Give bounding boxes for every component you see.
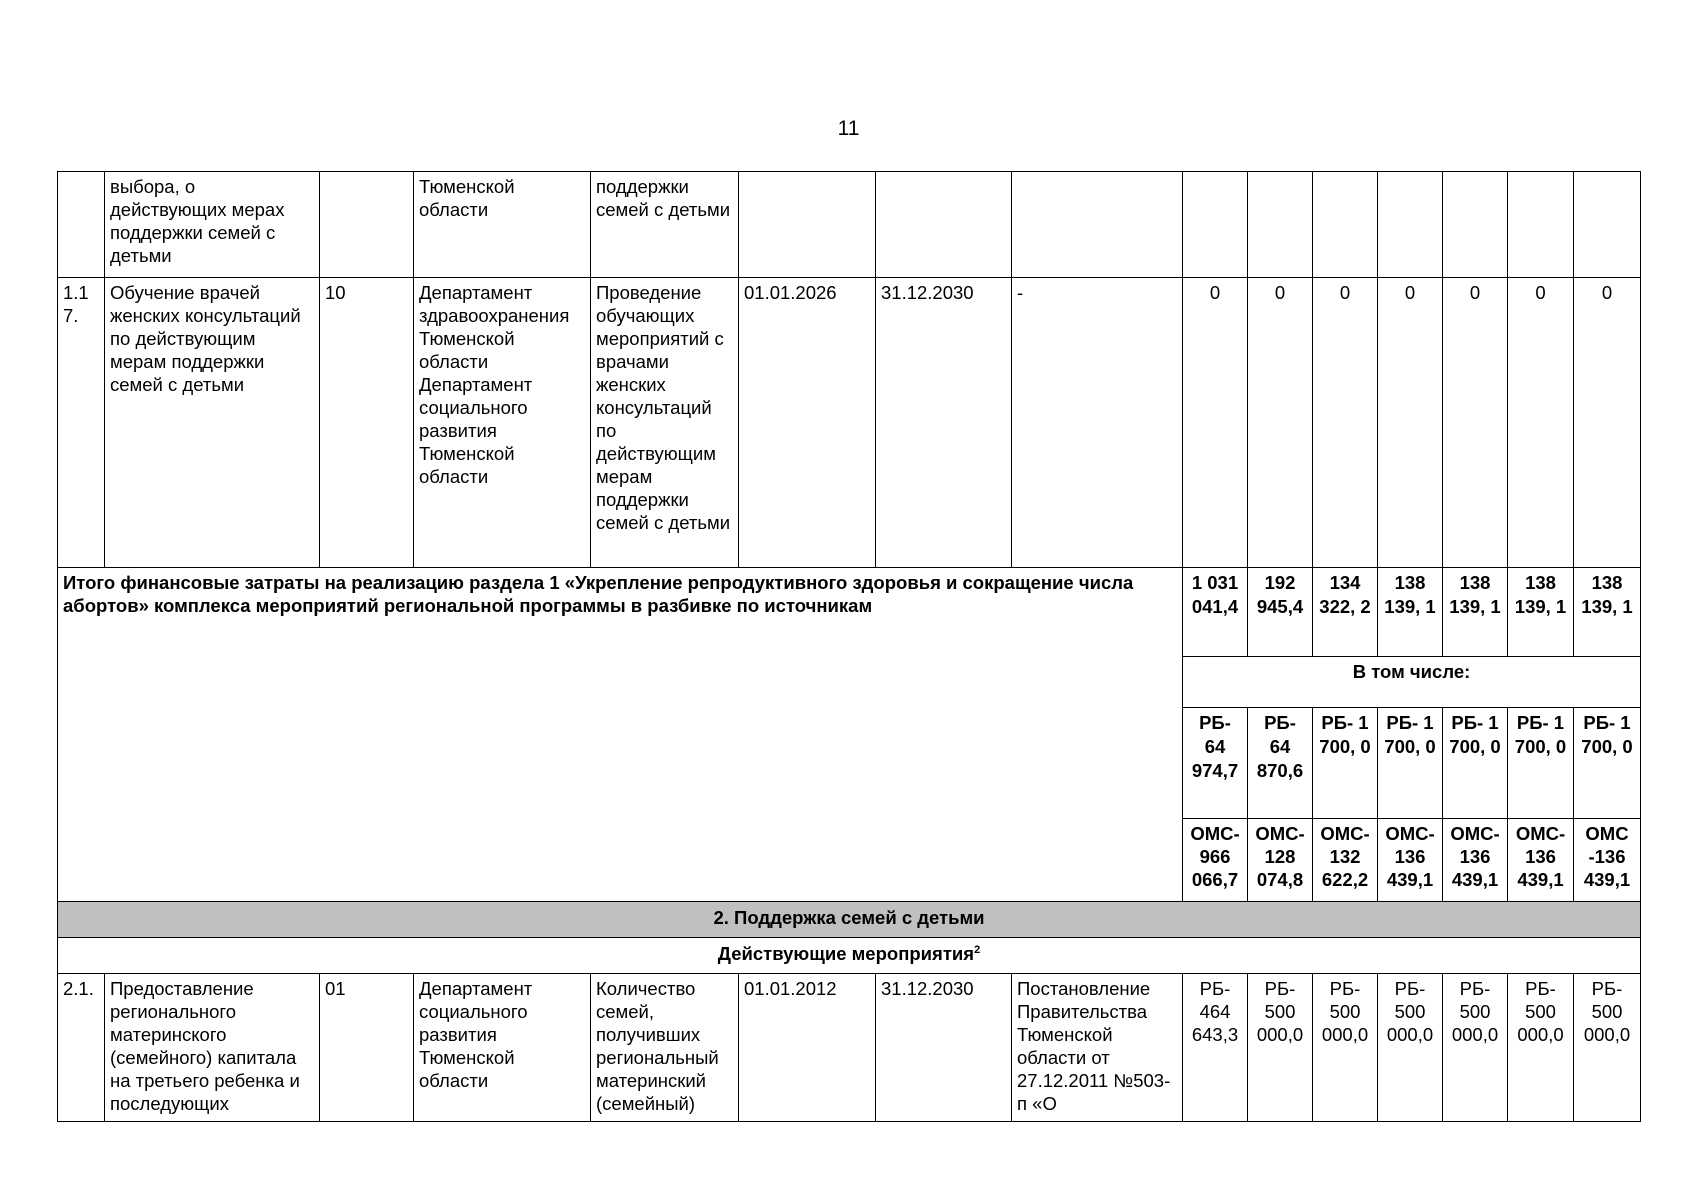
- cell-value: 0: [1443, 278, 1508, 568]
- cell-value: [1508, 172, 1574, 278]
- total-value: 138 139, 1: [1443, 568, 1508, 657]
- cell-value: [1313, 172, 1378, 278]
- cell-number: 2.1.: [58, 974, 105, 1122]
- table-row-1-17: [58, 278, 1641, 568]
- cell-result: поддержки семей с детьми: [591, 172, 739, 278]
- summary-totals-row: [58, 568, 1641, 657]
- total-value: 134 322, 2: [1313, 568, 1378, 657]
- rb-value: РБ- 64 870,6: [1248, 708, 1313, 819]
- cell-end-date: 31.12.2030: [876, 974, 1012, 1122]
- rb-value: РБ- 1 700, 0: [1508, 708, 1574, 819]
- cell-start-date: [739, 172, 876, 278]
- cell-value: 0: [1248, 278, 1313, 568]
- cell-value: [1443, 172, 1508, 278]
- rb-value: РБ- 1 700, 0: [1574, 708, 1641, 819]
- program-table: [57, 171, 1641, 1122]
- cell-executor: Департамент социального развития Тюменской области: [414, 974, 591, 1122]
- page-number: 11: [837, 117, 860, 140]
- cell-value: РБ- 500 000,0: [1508, 974, 1574, 1122]
- cell-value: РБ- 500 000,0: [1313, 974, 1378, 1122]
- cell-code: [320, 172, 414, 278]
- total-value: 138 139, 1: [1574, 568, 1641, 657]
- rb-value: РБ- 64 974,7: [1183, 708, 1248, 819]
- cell-code: 10: [320, 278, 414, 568]
- section-header-row: [58, 902, 1641, 938]
- cell-value: 0: [1508, 278, 1574, 568]
- cell-value: 0: [1378, 278, 1443, 568]
- cell-start-date: 01.01.2012: [739, 974, 876, 1122]
- oms-value: ОМС- 136 439,1: [1443, 819, 1508, 902]
- cell-executor: Тюменской области: [414, 172, 591, 278]
- oms-value: ОМС- 128 074,8: [1248, 819, 1313, 902]
- total-value: 192 945,4: [1248, 568, 1313, 657]
- cell-number: 1.1 7.: [58, 278, 105, 568]
- cell-end-date: [876, 172, 1012, 278]
- subsection-title-cell: [58, 938, 1641, 974]
- subsection-title: Действующие мероприятия: [717, 943, 975, 964]
- footnote-mark: 2: [974, 943, 981, 956]
- cell-code: 01: [320, 974, 414, 1122]
- cell-value: 0: [1183, 278, 1248, 568]
- cell-start-date: 01.01.2026: [739, 278, 876, 568]
- section-title: 2. Поддержка семей с детьми: [58, 902, 1641, 938]
- total-value: 138 139, 1: [1378, 568, 1443, 657]
- cell-value: 0: [1574, 278, 1641, 568]
- including-label: В том числе:: [1183, 657, 1641, 708]
- cell-value: [1574, 172, 1641, 278]
- total-value: 138 139, 1: [1508, 568, 1574, 657]
- cell-result: Проведение обучающих мероприятий с врачами женских консультаций по действующим мерам поддержки семей с детьми: [591, 278, 739, 568]
- cell-number: [58, 172, 105, 278]
- cell-value: РБ- 500 000,0: [1248, 974, 1313, 1122]
- cell-document: [1012, 172, 1183, 278]
- oms-value: ОМС- 136 439,1: [1508, 819, 1574, 902]
- cell-value: РБ- 500 000,0: [1574, 974, 1641, 1122]
- cell-end-date: 31.12.2030: [876, 278, 1012, 568]
- cell-document: -: [1012, 278, 1183, 568]
- cell-value: [1248, 172, 1313, 278]
- cell-value: РБ- 500 000,0: [1378, 974, 1443, 1122]
- summary-label: Итого финансовые затраты на реализацию раздела 1 «Укрепление репродуктивного здоровья и сокращение числа абортов» комплекса мероприятий региональной программы в разбивке по источникам: [58, 568, 1183, 902]
- oms-value: ОМС- 966 066,7: [1183, 819, 1248, 902]
- rb-value: РБ- 1 700, 0: [1443, 708, 1508, 819]
- cell-value: 0: [1313, 278, 1378, 568]
- oms-value: ОМС -136 439,1: [1574, 819, 1641, 902]
- cell-value: [1378, 172, 1443, 278]
- cell-event: выбора, о действующих мерах поддержки семей с детьми: [105, 172, 320, 278]
- rb-value: РБ- 1 700, 0: [1378, 708, 1443, 819]
- cell-event: Предоставление регионального материнского (семейного) капитала на третьего ребенка и последующих: [105, 974, 320, 1122]
- cell-document: Постановление Правительства Тюменской области от 27.12.2011 №503-п «О: [1012, 974, 1183, 1122]
- cell-value: РБ- 500 000,0: [1443, 974, 1508, 1122]
- cell-value: РБ- 464 643,3: [1183, 974, 1248, 1122]
- oms-value: ОМС- 136 439,1: [1378, 819, 1443, 902]
- cell-event: Обучение врачей женских консультаций по действующим мерам поддержки семей с детьми: [105, 278, 320, 568]
- cell-executor: Департамент здравоохранения Тюменской области Департамент социального развития Тюменской области: [414, 278, 591, 568]
- total-value: 1 031 041,4: [1183, 568, 1248, 657]
- rb-value: РБ- 1 700, 0: [1313, 708, 1378, 819]
- cell-result: Количество семей, получивших региональный материнский (семейный): [591, 974, 739, 1122]
- subsection-header-row: [58, 938, 1641, 974]
- oms-value: ОМС- 132 622,2: [1313, 819, 1378, 902]
- table-row-continued: [58, 172, 1641, 278]
- cell-value: [1183, 172, 1248, 278]
- table-row-2-1: [58, 974, 1641, 1122]
